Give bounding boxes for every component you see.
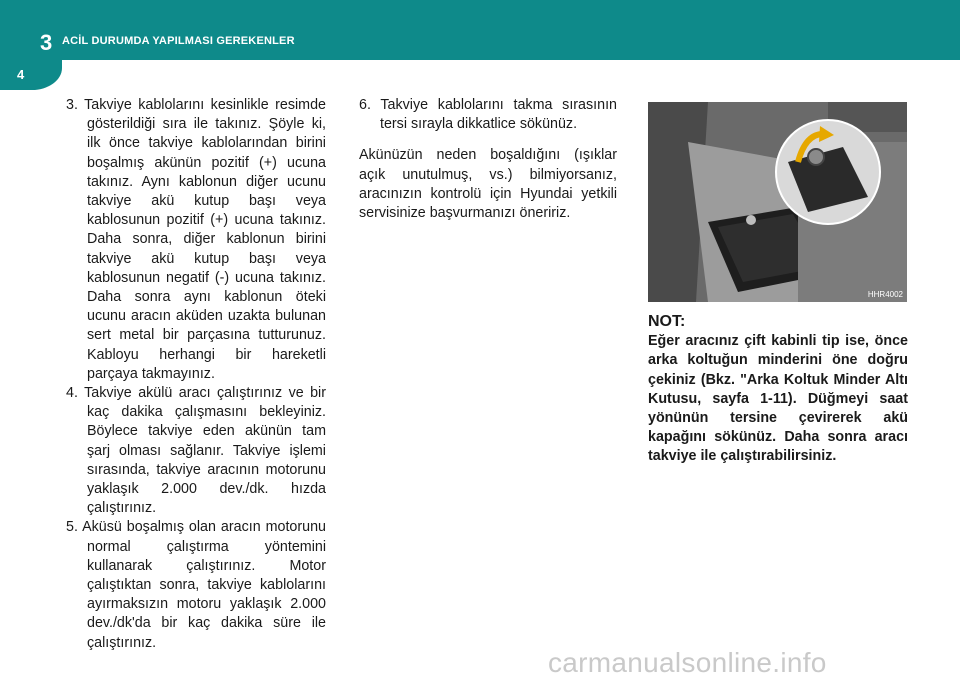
- battery-photo-illustration: [648, 102, 907, 302]
- instruction-item-5: 5. Aküsü boşalmış olan aracın motorunu normal çalıştırma yöntemini kullanarak çalıştırınız. Motor çalıştıktan sonra, takviye kablolarını ayırmaksızın motoru yaklaşık 2.000 dev./dk'da bir kaç dakika süre ile çalıştırınız.: [66, 519, 326, 651]
- note-box: [648, 312, 908, 467]
- battery-photo: [648, 102, 907, 302]
- instruction-item-4: 4. Takviye akülü aracı çalıştırınız ve bir kaç dakika çalışmasını bekleyiniz. Böylece takviye eden akünün tam şarj olması sağlanır. Takviye işlemi sırasında, takviye aracının motorunu yaklaşık 2.000 dev./dk. hızda çalıştırınız.: [66, 385, 326, 517]
- instruction-item-3: 3. Takviye kablolarını kesinlikle resimde gösterildiği sıra ile takınız. Şöyle ki, ilk önce takviye kablolarından birini boşalmış akünün pozitif (+) ucuna takınız. Aynı kablonun diğer ucunu takviye akü kutup başı veya kablosunun pozitif (+) ucuna takınız. Daha sonra, diğer kablonun birini takviye akü kutup başı veya kablosunun negatif (-) ucuna takınız. Daha sonra aynı kablonun öteki ucunu aracın aküden uzakta bulunan sert metal bir parçasına tutturunuz. Kabloyu herhangi bir hareketli parçaya takmayınız.: [66, 97, 326, 382]
- watermark: carmanualsonline.info: [548, 647, 827, 678]
- page-number: 4: [17, 67, 25, 82]
- left-column: [66, 96, 326, 653]
- chapter-number: 3: [40, 30, 53, 55]
- chapter-title: ACİL DURUMDA YAPILMASI GEREKENLER: [62, 35, 295, 47]
- figure-code: HHR4002: [867, 290, 903, 299]
- page-curve: [0, 60, 960, 90]
- middle-column: [359, 96, 617, 223]
- note-body: Eğer aracınız çift kabinli tip ise, önce arka koltuğun minderini öne doğru çekiniz (Bkz. "Arka Koltuk Minder Altı Kutusu, sayfa 1-11). Düğmeyi saat yönünün tersine çevirerek akü kapağını sökünüz. Daha sonra aracı takviye ile çalıştırabilirsiniz.: [648, 333, 908, 465]
- service-advice-paragraph: Akünüzün neden boşaldığını (ışıklar açık unutulmuş, vs.) bilmiyorsanız, aracınızın kontrolü için Hyundai yetkili servisinize başvurmanızı öneririz.: [359, 147, 617, 222]
- instruction-item-6: 6. Takviye kablolarını takma sırasının tersi sırayla dikkatlice sökünüz.: [359, 97, 617, 133]
- note-title: NOT:: [648, 313, 686, 330]
